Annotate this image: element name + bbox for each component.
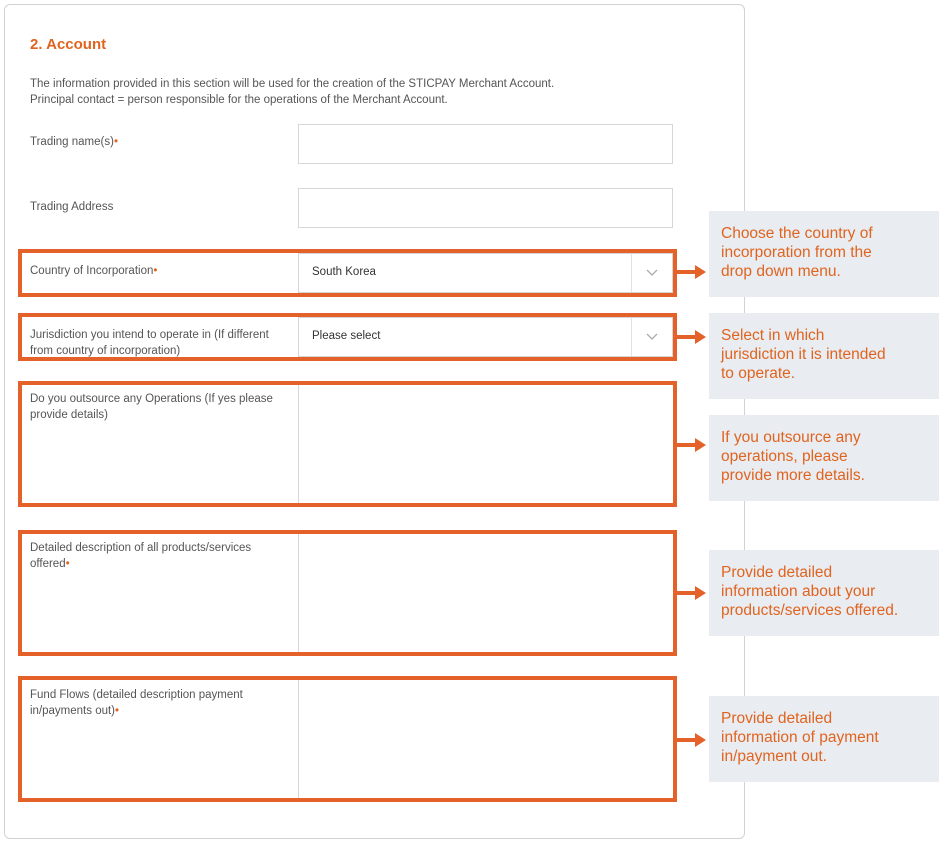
chevron-down-icon[interactable] [631, 254, 672, 292]
callout-outsource: If you outsource any operations, please provide more details. [709, 415, 939, 501]
required-mark: • [65, 558, 70, 570]
fund-flows-textarea[interactable] [298, 680, 673, 798]
arrow-right-icon [677, 435, 707, 455]
section-intro: The information provided in this section will be used for the creation of the STICPAY Merchant Account. Principal contact = person responsible for the operations of the Merchant Account. [30, 78, 555, 106]
outsource-label: Do you outsource any Operations (If yes please provide details) [30, 393, 273, 421]
products-textarea[interactable] [298, 534, 673, 652]
arrow-right-icon [677, 730, 707, 750]
callout-jurisdiction: Select in which jurisdiction it is intended to operate. [709, 313, 939, 399]
trading-address-label: Trading Address [30, 201, 114, 213]
jurisdiction-select[interactable] [298, 317, 673, 357]
callout-fund-flows: Provide detailed information of payment in/payment out. [709, 696, 939, 782]
jurisdiction-label: Jurisdiction you intend to operate in (If different from country of incorporation) [30, 329, 269, 357]
divider-tick [744, 515, 745, 533]
required-mark: • [113, 136, 118, 148]
country-label: Country of Incorporation• [30, 265, 158, 277]
fund-flows-label: Fund Flows (detailed description payment in/payments out)• [30, 689, 243, 717]
trading-name-label: Trading name(s)• [30, 136, 118, 148]
section-title: 2. Account [30, 36, 107, 53]
jurisdiction-select-value: Please select [312, 330, 381, 342]
callout-country: Choose the country of incorporation from the drop down menu. [709, 211, 939, 297]
trading-name-input[interactable] [298, 124, 673, 164]
country-select-value: South Korea [312, 266, 376, 278]
required-mark: • [115, 705, 120, 717]
outsource-textarea[interactable] [298, 385, 673, 503]
required-mark: • [153, 265, 158, 277]
arrow-right-icon [677, 262, 707, 282]
arrow-right-icon [677, 327, 707, 347]
arrow-right-icon [677, 583, 707, 603]
products-label: Detailed description of all products/services offered• [30, 542, 252, 570]
chevron-down-icon[interactable] [631, 318, 672, 356]
trading-address-input[interactable] [298, 188, 673, 228]
country-select[interactable] [298, 253, 673, 293]
callout-products: Provide detailed information about your products/services offered. [709, 550, 939, 636]
divider-tick [744, 648, 745, 683]
